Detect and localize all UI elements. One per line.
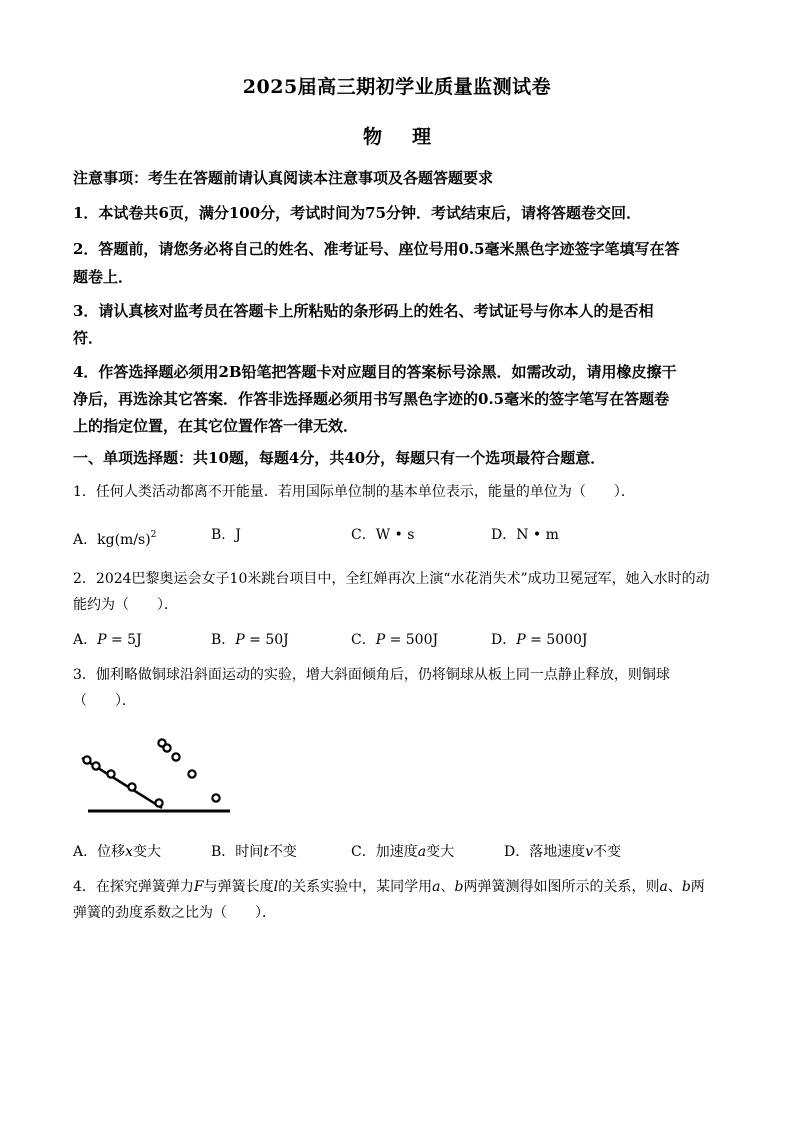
q1-stem: 1．任何人类活动都离不开能量．若用国际单位制的基本单位表示，能量的单位为（ ）． xyxy=(73,484,635,500)
q4-stem-part-2: 与弹簧长度 xyxy=(203,879,274,895)
section-1-heading: 一、单项选择题：共10题，每题4分，共40分，每题只有一个选项最符合题意． xyxy=(73,449,606,467)
q4-stem-line-2: 弹簧的劲度系数之比为（ ）． xyxy=(73,905,276,921)
q2-option-c-var: P xyxy=(375,632,386,648)
q2-option-d xyxy=(491,627,588,653)
incline-diagram xyxy=(78,732,238,818)
q4-var-b: b xyxy=(454,879,464,895)
q3-stem-line-1: 3．伽利略做铜球沿斜面运动的实验，增大斜面倾角后，仍将铜球从板上同一点静止释放，则铜球 xyxy=(73,667,670,683)
q2-options xyxy=(73,627,723,653)
q3-option-d-pre: D．落地速度 xyxy=(504,844,586,860)
q1-option-c: C．W • s xyxy=(351,527,415,543)
q1-option-b: B．J xyxy=(211,527,241,543)
q4-sep-1: 、 xyxy=(440,879,455,895)
q4-stem-part-4: 两弹簧测得如图所示的关系，则 xyxy=(463,879,660,895)
subject-char-2: 理 xyxy=(412,126,432,148)
notice-item-1: 1．本试卷共6页，满分100分，考试时间为75分钟．考试结束后，请将答题卷交回． xyxy=(73,204,642,222)
subject-title xyxy=(0,122,794,149)
q2-option-a-label: A． xyxy=(73,632,98,648)
q3-option-c-post: 变大 xyxy=(426,844,455,860)
ball-fall-4 xyxy=(188,770,195,777)
q2-option-b xyxy=(211,627,289,653)
q2-option-b-value: = 50J xyxy=(249,632,289,648)
q3-option-a-var: x xyxy=(125,844,134,860)
q4-var-a-2: a xyxy=(659,879,668,895)
ball-fall-2 xyxy=(163,744,170,751)
notice-item-2-line-1: 2．答题前，请您务必将自己的姓名、准考证号、座位号用0.5毫米黑色字迹签字笔填写在答 xyxy=(73,240,680,258)
q2-option-c-label: C． xyxy=(351,632,376,648)
notice-item-4-line-2: 净后，再选涂其它答案．作答非选择题必须用书写黑色字迹的0.5毫米的签字笔写在答题卷 xyxy=(73,390,670,408)
subject-char-1: 物 xyxy=(362,126,382,148)
q4-stem-part-5: 两 xyxy=(690,879,705,895)
exam-title: 2025届高三期初学业质量监测试卷 xyxy=(242,76,552,98)
q3-option-d-post: 不变 xyxy=(593,844,622,860)
q2-option-b-label: B． xyxy=(211,632,236,648)
q3-option-d-var: v xyxy=(585,844,594,860)
q4-var-b-2: b xyxy=(681,879,691,895)
q4-var-l: l xyxy=(273,879,279,895)
ball-incline-3 xyxy=(107,770,114,777)
q4-var-f: F xyxy=(193,879,204,895)
q3-options xyxy=(73,839,723,865)
q3-stem-line-2: （ ）． xyxy=(73,693,136,709)
q3-option-a xyxy=(73,839,161,865)
q3-option-b xyxy=(211,839,297,865)
q3-option-c xyxy=(351,839,454,865)
q1-option-a-exponent: 2 xyxy=(150,530,157,540)
q2-stem-line-1: 2．2024巴黎奥运会女子10米跳台项目中，全红婵再次上演“水花消失术”成功卫冕冠军，她入水时的动 xyxy=(73,571,710,587)
q3-option-a-post: 变大 xyxy=(133,844,162,860)
q2-option-d-value: = 5000J xyxy=(530,632,588,648)
q2-option-d-label: D． xyxy=(491,632,517,648)
notice-item-2-line-2: 题卷上． xyxy=(73,268,134,286)
notice-item-3-line-1: 3．请认真核对监考员在答题卡上所粘贴的条形码上的姓名、考试证号与你本人的是否相 xyxy=(73,302,654,320)
q4-sep-2: 、 xyxy=(667,879,682,895)
q1-option-d: D．N • m xyxy=(491,527,559,543)
q3-option-b-pre: B．时间 xyxy=(211,844,264,860)
q2-option-a-var: P xyxy=(97,632,107,648)
q4-stem-line-1 xyxy=(73,874,723,900)
notice-item-4-line-1: 4．作答选择题必须用2B铅笔把答题卡对应题目的答案标号涂黑．如需改动，请用橡皮擦干 xyxy=(73,363,677,381)
q3-option-b-var: t xyxy=(263,844,269,860)
q3-option-c-pre: C．加速度 xyxy=(351,844,418,860)
q1-option-a xyxy=(73,522,156,553)
q2-option-a xyxy=(73,627,142,653)
q1-option-a-label: A．kg xyxy=(73,532,115,548)
q2-option-d-var: P xyxy=(516,632,526,648)
ball-incline-4 xyxy=(128,783,135,790)
q4-var-a: a xyxy=(432,879,441,895)
q1-options xyxy=(73,522,723,548)
ball-incline-1 xyxy=(83,756,90,763)
q4-stem-part-1: 4．在探究弹簧弹力 xyxy=(73,879,194,895)
notice-item-4-line-3: 上的指定位置，在其它位置作答一律无效． xyxy=(73,417,359,435)
q2-stem-line-2: 能约为（ ）． xyxy=(73,597,178,613)
q2-option-b-var: P xyxy=(235,632,245,648)
ball-incline-5 xyxy=(155,799,162,806)
q2-option-c-value: = 500J xyxy=(389,632,439,648)
notice-item-3-line-2: 符． xyxy=(73,329,104,347)
q3-option-d xyxy=(504,839,621,865)
ball-incline-2 xyxy=(92,762,99,769)
q2-option-a-value: = 5J xyxy=(111,632,142,648)
q3-option-a-pre: A．位移 xyxy=(73,844,126,860)
q1-option-a-unit: (m/s) xyxy=(114,532,151,548)
q3-option-c-var: a xyxy=(417,844,427,860)
ball-fall-3 xyxy=(172,753,179,760)
q2-option-c xyxy=(351,627,438,653)
notice-heading: 注意事项：考生在答题前请认真阅读本注意事项及各题答题要求 xyxy=(73,169,494,187)
q3-option-b-post: 不变 xyxy=(268,844,297,860)
q4-stem-part-3: 的关系实验中，某同学用 xyxy=(278,879,433,895)
ball-fall-5 xyxy=(212,794,219,801)
